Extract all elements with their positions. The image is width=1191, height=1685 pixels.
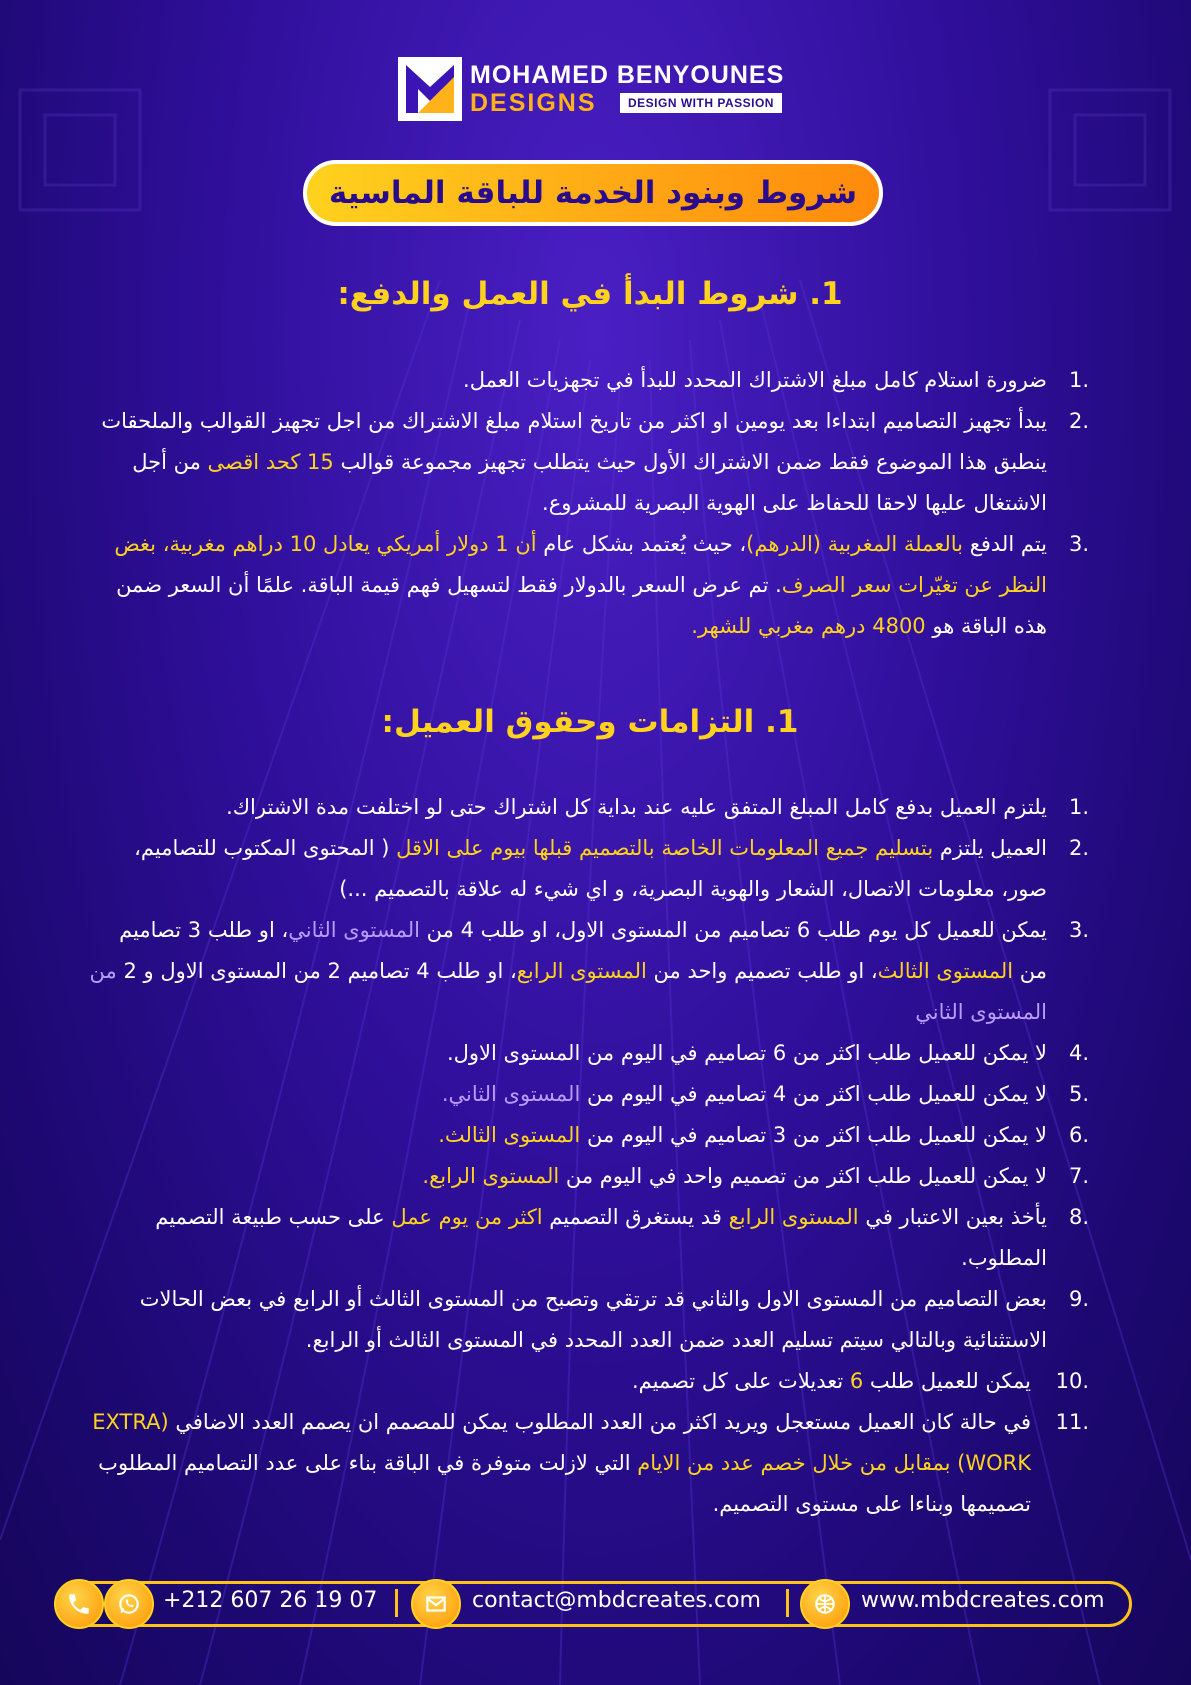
highlight-text: 4800 درهم مغربي للشهر. [691, 614, 926, 638]
list-item-text [89, 1074, 1047, 1115]
list-item-number: 3. [1068, 918, 1089, 942]
list-item-number: 8. [1068, 1205, 1089, 1229]
body-text: على حسب طبيعة التصميم المطلوب. [155, 1205, 1047, 1270]
body-text: لا يمكن للعميل طلب اكثر من 6 تصاميم في اليوم من المستوى الاول. [446, 1041, 1047, 1065]
brand-logo [398, 55, 794, 125]
highlight-text: بتسليم جميع المعلومات الخاصة بالتصميم قبلها بيوم على الاقل [396, 836, 934, 860]
body-text: ، او طلب تصميم واحد من [646, 959, 878, 983]
highlight-text: المستوى الرابع. [422, 1164, 560, 1188]
list-item-text [89, 401, 1047, 524]
list-item-number: 5. [1068, 1082, 1089, 1106]
list-item [89, 1197, 1089, 1279]
list-item [89, 1074, 1089, 1115]
list-item-text [89, 524, 1047, 647]
list-item-text [89, 787, 1047, 828]
body-text: ضرورة استلام كامل مبلغ الاشتراك المحدد للبدأ في تجهزيات العمل. [463, 368, 1047, 392]
list-item-number: 6. [1068, 1123, 1089, 1147]
list-item [89, 360, 1089, 401]
section-1-title: 1. شروط البدأ في العمل والدفع: [337, 276, 843, 312]
list-item-text [89, 1197, 1047, 1279]
body-text: في حالة كان العميل مستعجل ويريد اكثر من العدد المطلوب يمكن للمصمم ان يصمم العدد الاضافي [168, 1410, 1031, 1434]
separator [786, 1589, 789, 1617]
body-text: يمكن للعميل طلب [863, 1369, 1031, 1393]
highlight-text: 15 كحد اقصى [207, 450, 334, 474]
list-item-number: 3. [1068, 532, 1089, 556]
list-item-text [89, 1156, 1047, 1197]
body-text: لا يمكن للعميل طلب اكثر من 4 تصاميم في اليوم من [580, 1082, 1047, 1106]
body-text: قد يستغرق التصميم [542, 1205, 729, 1229]
highlight-text: (EXTRA WORK) [92, 1410, 1031, 1475]
brand-name: MOHAMED BENYOUNES [470, 61, 785, 89]
body-text: يمكن للعميل كل يوم طلب 6 تصاميم من المستوى الاول، او طلب 4 من [419, 918, 1047, 942]
list-item [89, 1156, 1089, 1197]
whatsapp-icon[interactable] [104, 1579, 154, 1629]
list-item [89, 401, 1089, 524]
list-item [89, 828, 1089, 910]
highlight-text: 6 [849, 1369, 864, 1393]
body-text: يلتزم العميل بدفع كامل المبلغ المتفق عليه عند بداية كل اشتراك حتى لو اختلفت مدة الاشتراك. [226, 795, 1047, 819]
list-item-number: 1. [1068, 795, 1089, 819]
list-item [89, 1361, 1089, 1402]
brand-tagline: DESIGN WITH PASSION [620, 93, 782, 113]
list-item [89, 1033, 1089, 1074]
list-item-number: 11. [1055, 1410, 1089, 1434]
body-text: ، او طلب 4 تصاميم 2 من المستوى الاول و 2 [116, 959, 517, 983]
list-item-number: 1. [1068, 368, 1089, 392]
highlight-text: بمقابل من خلال خصم عدد من الايام [637, 1451, 951, 1475]
section-2-list [89, 787, 1089, 1525]
list-item-text [89, 1033, 1047, 1074]
highlight-text: أن 1 دولار أمريكي يعادل 10 دراهم مغربية، بغض النظر عن تغيّرات سعر الصرف [114, 532, 1047, 597]
list-item-number: 10. [1055, 1369, 1089, 1393]
highlight-text: المستوى الثالث. [438, 1123, 581, 1147]
list-item-number: 2. [1068, 409, 1089, 433]
body-text: يبدأ تجهيز التصاميم ابتداءا بعد يومين او اكثر من تاريخ استلام مبلغ الاشتراك من اجل تجهيز القوالب والملحقات ينطبق هذا الموضوع فقط ضمن الاشتراك الأول حيث يتطلب تجهيز مجموعة قوالب [101, 409, 1047, 474]
contact-email[interactable]: contact@mbdcreates.com [472, 1588, 761, 1613]
brand-sub: DESIGNS [470, 89, 597, 117]
body-text: لا يمكن للعميل طلب اكثر من تصميم واحد في اليوم من [559, 1164, 1047, 1188]
highlight-text: المستوى الثالث [877, 959, 1014, 983]
body-text: . تم عرض السعر بالدولار فقط لتسهيل فهم قيمة الباقة. علمًا أن السعر ضمن هذه الباقة هو [116, 573, 1047, 638]
highlight-text: المستوى الرابع [516, 959, 647, 983]
contact-phone[interactable]: +212 607 26 19 07 [163, 1588, 378, 1613]
body-text: العميل يلتزم [933, 836, 1047, 860]
contact-website[interactable]: www.mbdcreates.com [861, 1588, 1105, 1613]
page-title: شروط وبنود الخدمة للباقة الماسية [328, 175, 858, 211]
email-icon[interactable] [411, 1579, 461, 1629]
list-item [89, 1279, 1089, 1361]
list-item-text [89, 1115, 1047, 1156]
list-item [89, 1402, 1089, 1525]
list-item [89, 524, 1089, 647]
list-item-number: 9. [1068, 1287, 1089, 1311]
list-item-text [89, 910, 1047, 1033]
body-text: ، او طلب 3 تصاميم من [119, 918, 1047, 983]
body-text: يتم الدفع [963, 532, 1047, 556]
list-item-text [89, 1279, 1047, 1361]
body-text: ( المحتوى المكتوب للتصاميم، صور، معلومات الاتصال، الشعار والهوية البصرية، و اي شيء له علاقة بالتصميم ...) [134, 836, 1047, 901]
list-item [89, 1115, 1089, 1156]
separator [395, 1589, 398, 1617]
body-text: التي لازلت متوفرة في الباقة بناء على عدد التصاميم المطلوب تصميمها وبناءا على مستوى التصميم. [98, 1451, 1031, 1516]
list-item-text [89, 828, 1047, 910]
list-item [89, 787, 1089, 828]
body-text: تعديلات على كل تصميم. [631, 1369, 850, 1393]
phone-icon[interactable] [54, 1579, 104, 1629]
highlight-text: المستوى الثاني. [441, 1082, 581, 1106]
list-item-text [89, 1361, 1031, 1402]
list-item-number: 7. [1068, 1164, 1089, 1188]
body-text: يأخذ بعين الاعتبار في [858, 1205, 1047, 1229]
logo-mark-icon [398, 57, 462, 121]
section-1-list [89, 360, 1089, 647]
body-text: ، حيث يُعتمد بشكل عام [536, 532, 747, 556]
body-text: بعض التصاميم من المستوى الاول والثاني قد ترتقي وتصبح من المستوى الثالث أو الرابع في بعض الحالات الاستثنائية وبالتالي سيتم تسليم العدد ضمن العدد المحدد في المستوى الثالث أو الرابع. [139, 1287, 1047, 1352]
body-text: لا يمكن للعميل طلب اكثر من 3 تصاميم في اليوم من [580, 1123, 1047, 1147]
highlight-text: المستوى الثاني [288, 918, 420, 942]
section-2-title: 1. التزامات وحقوق العميل: [381, 704, 799, 740]
body-text: من أجل الاشتغال عليها لاحقا للحفاظ على الهوية البصرية للمشروع. [132, 450, 1047, 515]
list-item-number: 4. [1068, 1041, 1089, 1065]
highlight-text: المستوى الرابع [728, 1205, 859, 1229]
highlight-text: بالعملة المغربية (الدرهم) [746, 532, 964, 556]
globe-icon[interactable] [800, 1579, 850, 1629]
list-item [89, 910, 1089, 1033]
page-title-pill [303, 160, 883, 226]
list-item-text [89, 1402, 1031, 1525]
highlight-text: من المستوى الثاني [89, 959, 1047, 1024]
list-item-text [89, 360, 1047, 401]
highlight-text: اكثر من يوم عمل [391, 1205, 543, 1229]
list-item-number: 2. [1068, 836, 1089, 860]
